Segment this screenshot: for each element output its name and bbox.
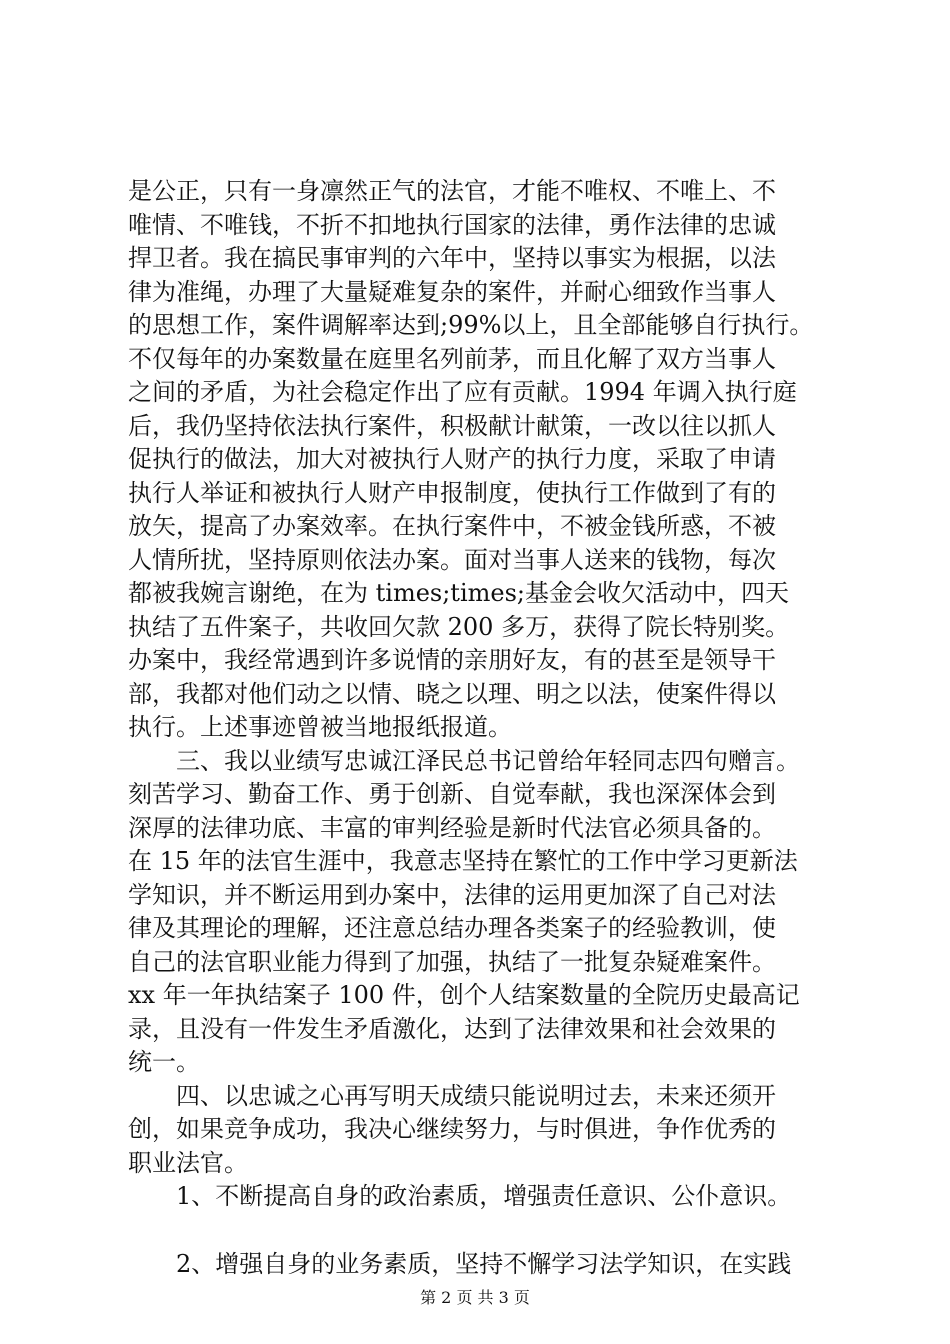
text-line: 执结了五件案子，共收回欠款 200 多万，获得了院长特别奖。 (128, 612, 790, 641)
text-line: 2、增强自身的业务素质，坚持不懈学习法学知识，在实践 (128, 1249, 792, 1278)
text-line: 1、不断提高自身的政治素质，增强责任意识、公仆意识。 (128, 1182, 792, 1210)
text-line: 部，我都对他们动之以情、晓之以理、明之以法，使案件得以 (128, 679, 776, 708)
text-line: 人情所扰，坚持原则依法办案。面对当事人送来的钱物，每次 (128, 545, 776, 574)
text-line: 三、我以业绩写忠诚江泽民总书记曾给年轻同志四句赠言。 (128, 746, 800, 775)
text-line: 深厚的法律功底、丰富的审判经验是新时代法官必须具备的。 (128, 813, 776, 842)
body-text (128, 175, 848, 1281)
text-line: 办案中，我经常遇到许多说情的亲朋好友，有的甚至是领导干 (128, 646, 776, 674)
text-line: 职业法官。 (128, 1148, 248, 1177)
text-line: 唯情、不唯钱，不折不扣地执行国家的法律，勇作法律的忠诚 (128, 210, 776, 239)
text-line: 后，我仍坚持依法执行案件，积极献计献策，一改以往以抓人 (128, 411, 776, 440)
text-line: 自己的法官职业能力得到了加强，执结了一批复杂疑难案件。 (128, 947, 776, 976)
text-line: 放矢，提高了办案效率。在执行案件中，不被金钱所惑，不被 (128, 512, 776, 540)
page-number-footer: 第 2 页 共 3 页 (420, 1288, 530, 1307)
text-line: 律为准绳，办理了大量疑难复杂的案件，并耐心细致作当事人 (128, 277, 776, 306)
text-line: 执行。上述事迹曾被当地报纸报道。 (128, 713, 512, 741)
text-line: 捍卫者。我在搞民事审判的六年中，坚持以事实为根据，以法 (128, 244, 776, 272)
text-line: 都被我婉言谢绝，在为 times;times;基金会收欠活动中，四天 (128, 579, 789, 607)
text-line: 在 15 年的法官生涯中，我意志坚持在繁忙的工作中学习更新法 (128, 847, 798, 875)
text-line: 执行人举证和被执行人财产申报制度，使执行工作做到了有的 (128, 478, 776, 507)
text-line: 的思想工作，案件调解率达到;99%以上，且全部能够自行执行。 (128, 311, 814, 339)
text-line: xx 年一年执结案子 100 件，创个人结案数量的全院历史最高记 (128, 981, 800, 1009)
text-line: 四、以忠诚之心再写明天成绩只能说明过去，未来还须开 (128, 1081, 776, 1110)
text-line: 是公正，只有一身凛然正气的法官，才能不唯权、不唯上、不 (128, 177, 776, 205)
text-line: 之间的矛盾，为社会稳定作出了应有贡献。1994 年调入执行庭 (128, 378, 797, 406)
text-line: 学知识，并不断运用到办案中，法律的运用更加深了自己对法 (128, 880, 776, 909)
text-line: 促执行的做法，加大对被执行人财产的执行力度，采取了申请 (128, 445, 776, 473)
text-line: 律及其理论的理解，还注意总结办理各类案子的经验教训，使 (128, 914, 776, 942)
text-line: 刻苦学习、勤奋工作、勇于创新、自觉奉献，我也深深体会到 (128, 780, 776, 808)
text-line: 录，且没有一件发生矛盾激化，达到了法律效果和社会效果的 (128, 1014, 776, 1043)
text-line: 创，如果竞争成功，我决心继续努力，与时俱进，争作优秀的 (128, 1115, 776, 1143)
text-line: 统一。 (128, 1048, 200, 1076)
text-line: 不仅每年的办案数量在庭里名列前茅，而且化解了双方当事人 (128, 344, 776, 373)
